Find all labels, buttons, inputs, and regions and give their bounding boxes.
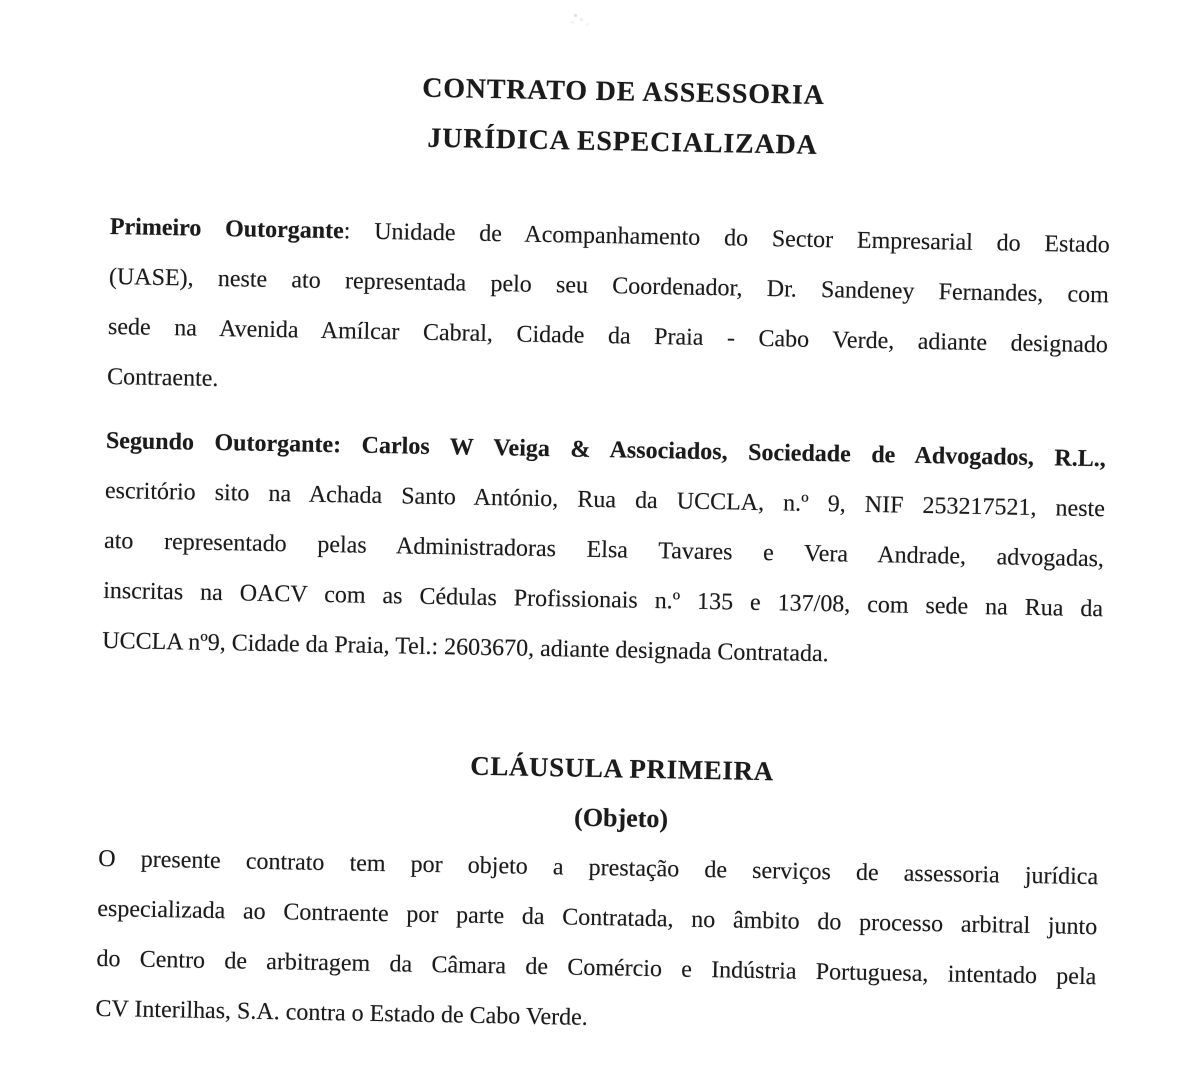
text-segment: O presente contrato tem por objeto a prestação de serviços de assessoria jurídica — [98, 845, 1099, 891]
text-segment: escritório sito na Achada Santo António, Rua da UCCLA, n.º 9, NIF 253217521, neste — [104, 477, 1106, 523]
text-segment: do Centro de arbitragem da Câmara de Comércio e Indústria Portuguesa, intentado pela — [96, 945, 1097, 991]
paragraph-segundo-outorgante — [102, 416, 1106, 684]
text-segment: Contraente. — [106, 363, 219, 392]
text-segment: especializada ao Contraente por parte da Contratada, no âmbito do processo arbitral junto — [97, 895, 1098, 941]
document-title-line-2: JURÍDICA ESPECIALIZADA — [427, 122, 818, 161]
document-title-line-1: CONTRATO DE ASSESSORIA — [421, 72, 825, 112]
text-segment: Primeiro Outorgante — [109, 213, 345, 245]
paragraph-clause-body — [95, 834, 1098, 1052]
text-segment: inscritas na OACV com as Cédulas Profissionais n.º 135 e 137/08, com sede na Rua da — [102, 577, 1104, 623]
clause-heading-text: CLÁUSULA PRIMEIRA — [470, 750, 775, 787]
text-segment: ato representado pelas Administradoras Elsa Tavares e Vera Andrade, advogadas, — [103, 527, 1105, 573]
document-title — [111, 58, 1113, 176]
scan-smudge-artifact — [574, 14, 577, 17]
text-segment: UCCLA nº9, Cidade da Praia, Tel.: 2603670, adiante designada Contratada. — [102, 627, 829, 668]
text-segment: CV Interilhas, S.A. contra o Estado de Cabo Verde. — [95, 995, 589, 1031]
clause-subheading-text: (Objeto) — [573, 802, 669, 834]
text-segment: : Unidade de Acompanhamento do Sector Empresarial do Estado — [343, 218, 1110, 259]
paragraph-primeiro-outorgante — [107, 202, 1110, 420]
document-sheet — [95, 56, 1113, 1052]
text-segment: sede na Avenida Amílcar Cabral, Cidade da Praia - Cabo Verde, adiante designado — [107, 313, 1109, 359]
document-body — [95, 202, 1110, 1052]
text-segment: Segundo Outorgante: Carlos W Veiga & Associados, Sociedade de Advogados, R.L., — [105, 427, 1107, 473]
text-segment: (UASE), neste ato representada pelo seu Coordenador, Dr. Sandeney Fernandes, com — [108, 263, 1110, 309]
